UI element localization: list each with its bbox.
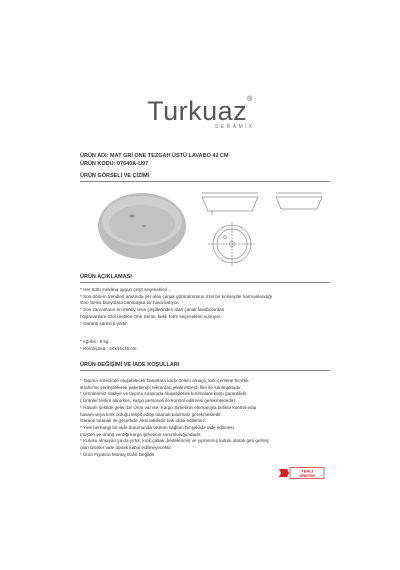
description-list [80, 287, 330, 327]
product-info [80, 152, 229, 168]
brand-subtitle: SERAMİK [214, 124, 255, 130]
list-item: * Koli ölçüsü : 44x44x16 cm [80, 345, 137, 351]
section-title-visual: ÜRÜN GÖRSELİ VE ÇİZİMİ [80, 173, 150, 179]
flag-icon [279, 469, 289, 477]
list-item: * Yine herhangi bir iade durumunda ürünün sağlam bir şekilde iade edilmesi [80, 424, 234, 430]
basin-photo [98, 193, 186, 259]
technical-drawing-side [202, 193, 258, 215]
list-item: * Ürün Fiyatına Montaj Dahil Değildir [80, 451, 155, 457]
returns-list [80, 378, 330, 458]
yerli-uretim-badge [278, 466, 326, 480]
list-item: * Hasarlı şekilde gelen bir Ürün var ise, Kargo Şirketinin elemanıyla birlikte kontrol edip [80, 404, 257, 410]
divider [80, 282, 330, 283]
list-item: * Son zamanların en trendy ürün çeşitlerinden olan çanak lavabolardan [80, 307, 225, 313]
product-code: ÜRÜN KODU: 07640A-U97 [80, 161, 149, 167]
brand-logo [0, 96, 400, 130]
badge-line2: ÜRETİM [299, 472, 315, 478]
list-item: strafor'lar yerleştirilerek paketlenip; tekrardan jelatin/strech film ile sarılmaktadır. [80, 384, 242, 390]
divider [80, 370, 330, 371]
technical-drawing-front [276, 193, 322, 209]
divider [80, 181, 330, 182]
list-item: olan ürünler iade olarak kabul edilmeyecektir. [80, 445, 172, 451]
list-item: * Her türlü mekâna uygun çeşit seçenekleri... [80, 287, 172, 292]
list-item: * Kutusu olmayan ya da yırtık, kırık,çatlak ,bedelenmiş ve yıpranmış kutulu olarak geri gelmiş [80, 438, 269, 444]
list-item: Garanti tutanak ile geçerlidir. Aksi takdirde hak iddia edilemez. [80, 418, 207, 424]
list-item: müşteri ve ürünü verdiği kargo şirketinin sorumluluğundadır. [80, 431, 202, 437]
list-item: * Taşıma sürecinde oluşabilecek hasarlara karşı önlem amaçlı; koli içerisine 5cm'lik [80, 378, 249, 383]
technical-drawing-top [208, 222, 256, 266]
product-name: ÜRÜN ADI: MAT GRİ ONE TEZGAH ÜSTÜ LAVABO 42 CM [80, 153, 229, 159]
list-item: * Son dönem trendleri arasında yer alan çanak görünümünün özel bir konseptle harmanlandığı [80, 293, 273, 299]
product-illustration [80, 186, 330, 266]
section-title-description: ÜRÜN AÇIKLAMASI [80, 274, 132, 280]
list-item: * Garanti süresi 5 yıldır. [80, 320, 128, 326]
list-item: * Ürünlerimiz nakliye ve taşıma sırasında oluşabilecek kırılmalara karşı garantilidir. [80, 391, 248, 397]
list-item: hasarlı veya kırık olduğu tespit edilip tutanak tutulması gerekmektedir. [80, 411, 222, 417]
badge-line1: YERLİ [301, 468, 313, 474]
product-visual [80, 186, 330, 266]
section-title-returns: ÜRÜN DEĞİŞİMİ VE İADE KOŞULLARI [80, 362, 180, 368]
list-item: One Serisi banyolara bambaşka bir hava katıyor. [80, 300, 180, 306]
list-item: * Ağırlık : 8 kg [80, 339, 109, 344]
list-item: ( Ürünler teslim alınırken, kargo personeli ile kontrol edilmesi gerekmektedir) [80, 398, 235, 404]
spec-list [80, 339, 330, 352]
badge-graphic [278, 466, 326, 480]
list-item: hoşlananlara özel üretilen One Serisi, farklı form seçenekleri sunuyor. [80, 313, 222, 319]
brand-name: Turkuaz® [147, 96, 253, 126]
